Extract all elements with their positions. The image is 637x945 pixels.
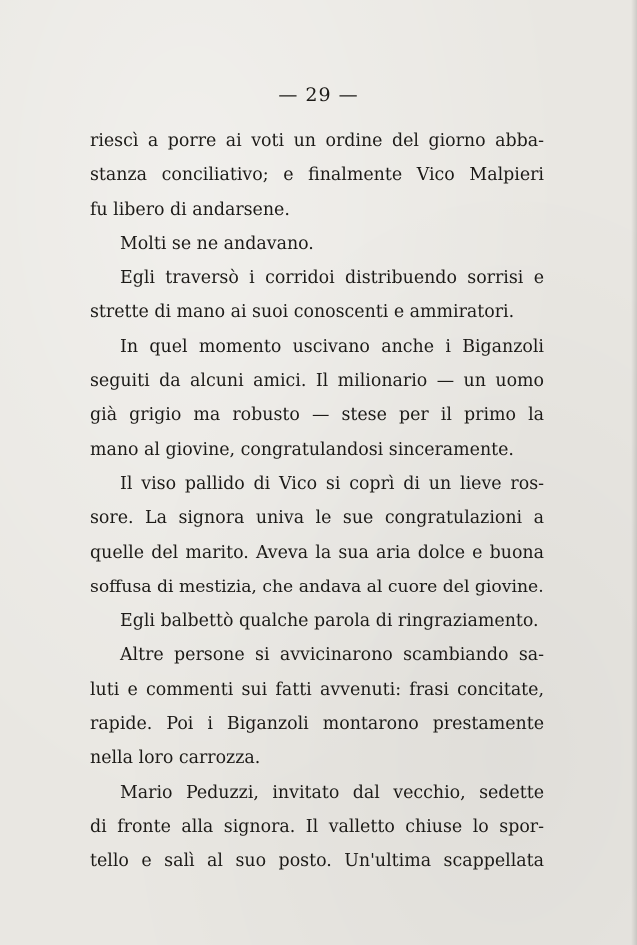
text-line: Il viso pallido di Vico si coprì di un lieve ros- — [120, 473, 544, 494]
text-line: Molti se ne andavano. — [120, 233, 314, 254]
text-line: stanza conciliativo; e finalmente Vico Malpieri — [90, 165, 544, 186]
text-line: fu libero di andarsene. — [90, 199, 290, 220]
text-line: Altre persone si avvicinarono scambiando sa- — [120, 645, 544, 666]
text-line: riescì a porre ai voti un ordine del giorno abba- — [90, 131, 544, 151]
text-line: sore. La signora univa le sue congratulazioni a — [90, 508, 544, 529]
text-line: In quel momento uscivano anche i Biganzoli — [120, 336, 544, 357]
text-line: soffusa di mestizia, che andava al cuore del giovine. — [90, 576, 544, 597]
text-line: di fronte alla signora. Il valletto chiuse lo spor- — [90, 816, 544, 837]
text-line: Mario Peduzzi, invitato dal vecchio, sedette — [120, 782, 544, 803]
text-line: Egli balbettò qualche parola di ringraziamento. — [120, 611, 539, 632]
text-line: mano al giovine, congratulandosi sinceramente. — [90, 439, 514, 460]
text-line: luti e commenti sui fatti avvenuti: frasi concitate, — [90, 679, 544, 700]
body-text — [90, 124, 544, 879]
text-line: Egli traversò i corridoi distribuendo sorrisi e — [120, 268, 544, 289]
text-line: rapide. Poi i Biganzoli montarono prestamente — [90, 714, 544, 735]
text-line: già grigio ma robusto — stese per il primo la — [90, 405, 544, 426]
page-number: — 29 — — [278, 84, 359, 106]
text-line: nella loro carrozza. — [90, 748, 261, 769]
text-line: tello e salì al suo posto. Un'ultima scappellata — [90, 851, 544, 872]
text-line: seguiti da alcuni amici. Il milionario — un uomo — [90, 371, 544, 392]
text-line: strette di mano ai suoi conoscenti e ammiratori. — [90, 302, 515, 323]
page-edge-shadow — [631, 0, 637, 945]
text-line: quelle del marito. Aveva la sua aria dolce e buona — [90, 542, 544, 563]
